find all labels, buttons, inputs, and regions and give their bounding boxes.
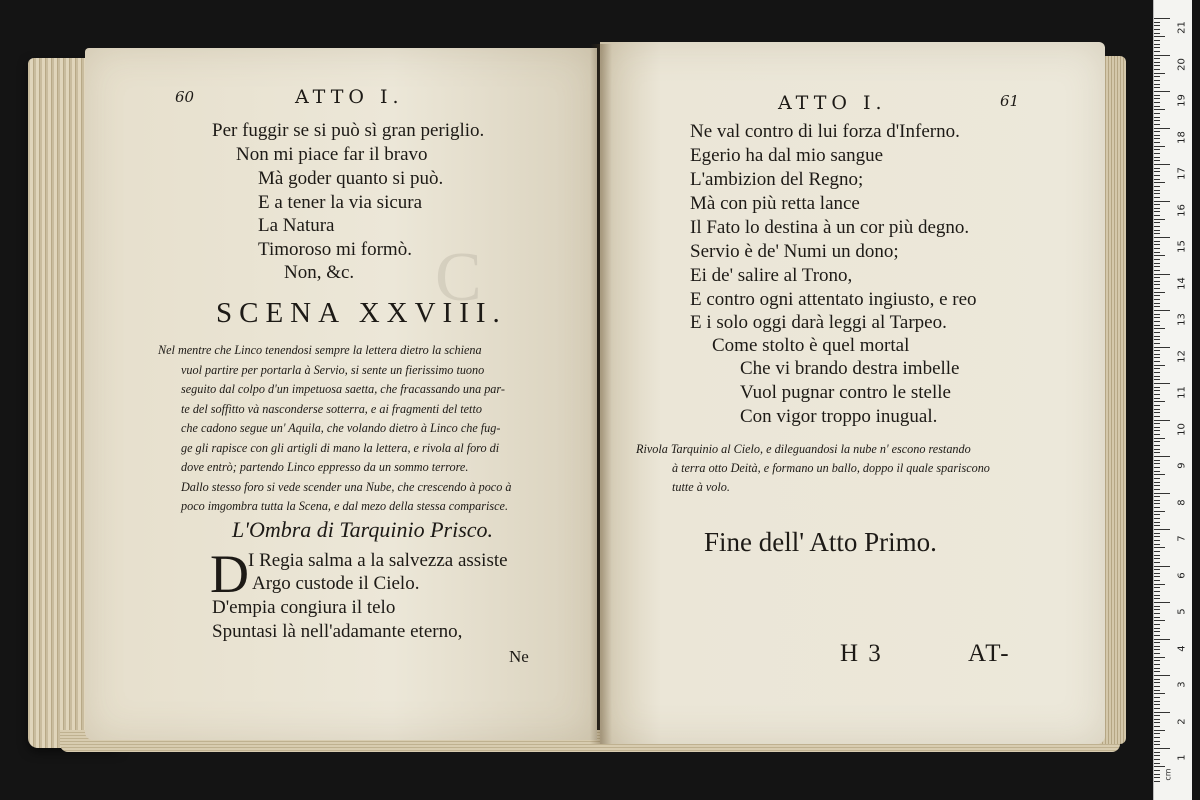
ruler-tick xyxy=(1154,781,1160,782)
ruler-tick xyxy=(1154,142,1160,143)
verse-line: Spuntasi là nell'adamante eterno, xyxy=(212,621,463,642)
ruler-tick xyxy=(1154,631,1160,632)
ruler-tick xyxy=(1154,350,1160,351)
ruler-tick xyxy=(1154,354,1160,355)
ruler-tick xyxy=(1154,281,1160,282)
ruler-number: 11 xyxy=(1176,386,1188,399)
ruler-tick xyxy=(1154,591,1160,592)
ruler-tick xyxy=(1154,635,1160,636)
ruler-tick xyxy=(1154,496,1160,497)
stage-direction-line: Nel mentre che Linco tenendosi sempre la lettera dietro la schiena xyxy=(158,343,482,357)
ruler-tick xyxy=(1154,507,1160,508)
ruler-tick xyxy=(1154,325,1160,326)
right-running-head: ATTO I. xyxy=(778,92,887,114)
ruler-tick xyxy=(1154,463,1160,464)
ruler-tick xyxy=(1154,668,1160,669)
book-gutter xyxy=(590,44,612,744)
ruler-tick xyxy=(1154,106,1160,107)
ruler-tick xyxy=(1154,124,1160,125)
ruler-tick xyxy=(1154,547,1165,548)
ruler-tick xyxy=(1154,317,1160,318)
ruler-number: 12 xyxy=(1176,349,1188,363)
ruler-tick xyxy=(1154,763,1160,764)
ruler-tick xyxy=(1154,65,1160,66)
ruler-tick xyxy=(1154,540,1160,541)
ruler-tick xyxy=(1154,441,1160,442)
ruler-tick xyxy=(1154,653,1160,654)
stage-direction-line: dove entrò; partendo Linco eppresso da un sommo terrore. xyxy=(181,460,469,474)
stage-direction-line: tutte à volo. xyxy=(672,480,730,494)
verse-line: Timoroso mi formò. xyxy=(258,239,412,260)
verse-line: Vuol pugnar contro le stelle xyxy=(740,382,951,403)
ruler-tick xyxy=(1154,452,1160,453)
ruler-tick xyxy=(1154,314,1160,315)
ruler-tick xyxy=(1154,733,1160,734)
ruler-tick xyxy=(1154,237,1170,238)
right-page-number: 61 xyxy=(1000,92,1020,110)
ruler-tick xyxy=(1154,438,1165,439)
ruler-tick xyxy=(1154,551,1160,552)
ruler-number: 14 xyxy=(1176,276,1188,290)
stage-direction-line: à terra otto Deità, e formano un ballo, doppo il quale spariscono xyxy=(672,461,990,475)
ruler-tick xyxy=(1154,36,1165,37)
stage-direction-line: Rivola Tarquinio al Cielo, e dileguandosi la nube n' escono restando xyxy=(636,442,971,456)
ruler-tick xyxy=(1154,671,1160,672)
ruler-tick xyxy=(1154,190,1160,191)
ruler-tick xyxy=(1154,580,1160,581)
ruler-tick xyxy=(1154,715,1160,716)
ruler-tick xyxy=(1154,339,1160,340)
ruler-tick xyxy=(1154,160,1160,161)
ruler-tick xyxy=(1154,620,1165,621)
ruler-tick xyxy=(1154,774,1160,775)
ruler-tick xyxy=(1154,730,1165,731)
ruler-tick xyxy=(1154,770,1160,771)
ruler-tick xyxy=(1154,628,1160,629)
ruler-tick xyxy=(1154,489,1160,490)
ruler-tick xyxy=(1154,660,1160,661)
ruler-tick xyxy=(1154,390,1160,391)
ruler-tick xyxy=(1154,649,1160,650)
ruler-number: 16 xyxy=(1176,203,1188,217)
ruler-tick xyxy=(1154,58,1160,59)
ruler-tick xyxy=(1154,741,1160,742)
verse-line: Ei de' salire al Trono, xyxy=(690,265,853,286)
ruler-tick xyxy=(1154,401,1165,402)
ruler-tick xyxy=(1154,361,1160,362)
ruler-tick xyxy=(1154,274,1170,275)
ruler-tick xyxy=(1154,25,1160,26)
ruler-number: 10 xyxy=(1176,422,1188,436)
ruler-tick xyxy=(1154,427,1160,428)
signature-mark: H 3 xyxy=(840,640,883,667)
left-running-head: ATTO I. xyxy=(295,86,404,108)
ruler-tick xyxy=(1154,149,1160,150)
ruler-tick xyxy=(1154,675,1170,676)
verse-line: Con vigor troppo inugual. xyxy=(740,406,938,427)
ruler-tick xyxy=(1154,299,1160,300)
ruler-tick xyxy=(1154,263,1160,264)
ruler-tick xyxy=(1154,737,1160,738)
ruler-tick xyxy=(1154,277,1160,278)
ruler-tick xyxy=(1154,566,1170,567)
ruler-tick xyxy=(1154,372,1160,373)
ruler-number: 21 xyxy=(1176,21,1188,34)
ruler-tick xyxy=(1154,135,1160,136)
ruler-tick xyxy=(1154,664,1160,665)
ruler-tick xyxy=(1154,394,1160,395)
ruler-tick xyxy=(1154,569,1160,570)
ruler-tick xyxy=(1154,197,1160,198)
ruler-tick xyxy=(1154,18,1170,19)
show-through: C xyxy=(435,239,482,316)
ruler-tick xyxy=(1154,576,1160,577)
ruler-tick xyxy=(1154,529,1170,530)
stage-direction-line: vuol partire per portarla à Servio, si sente un fierissimo tuono xyxy=(181,363,485,377)
ruler-tick xyxy=(1154,485,1160,486)
ruler-tick xyxy=(1154,755,1160,756)
right-catchword: AT- xyxy=(968,640,1011,667)
ruler-tick xyxy=(1154,306,1160,307)
ruler-number: 17 xyxy=(1176,167,1188,180)
ruler-tick xyxy=(1154,233,1160,234)
ruler-tick xyxy=(1154,230,1160,231)
ruler-tick xyxy=(1154,595,1160,596)
ruler-tick xyxy=(1154,518,1160,519)
ruler-tick xyxy=(1154,138,1160,139)
ruler-tick xyxy=(1154,208,1160,209)
ruler-tick xyxy=(1154,430,1160,431)
verse-line: E a tener la via sicura xyxy=(258,192,423,213)
ruler-tick xyxy=(1154,55,1170,56)
ruler-tick xyxy=(1154,22,1160,23)
ruler-tick xyxy=(1154,368,1160,369)
ruler-number: 9 xyxy=(1176,462,1188,469)
ruler-tick xyxy=(1154,310,1170,311)
ruler-tick xyxy=(1154,131,1160,132)
ruler-tick xyxy=(1154,697,1160,698)
ruler-tick xyxy=(1154,609,1160,610)
ruler-tick xyxy=(1154,690,1160,691)
ruler-tick xyxy=(1154,211,1160,212)
ruler-tick xyxy=(1154,642,1160,643)
verse-line: Argo custode il Cielo. xyxy=(252,573,420,594)
ruler-tick xyxy=(1154,321,1160,322)
ruler-tick xyxy=(1154,606,1160,607)
verse-line: Non mi piace far il bravo xyxy=(236,144,428,165)
ruler-tick xyxy=(1154,215,1160,216)
ruler-tick xyxy=(1154,536,1160,537)
ruler-tick xyxy=(1154,759,1160,760)
ruler-tick xyxy=(1154,164,1170,165)
ruler-tick xyxy=(1154,193,1160,194)
verse-line: Per fuggir se si può sì gran periglio. xyxy=(212,120,485,141)
ruler-tick xyxy=(1154,113,1160,114)
ruler-tick xyxy=(1154,533,1160,534)
ruler-tick xyxy=(1154,259,1160,260)
ruler-tick xyxy=(1154,752,1160,753)
ruler-tick xyxy=(1154,587,1160,588)
ruler-tick xyxy=(1154,109,1165,110)
ruler-tick xyxy=(1154,744,1160,745)
ruler-tick xyxy=(1154,222,1160,223)
ruler-tick xyxy=(1154,76,1160,77)
ruler-tick xyxy=(1154,482,1160,483)
verse-line: Non, &c. xyxy=(284,262,355,283)
stage-direction-line: poco imgombra tutta la Scena, e dal mezo della stessa comparisce. xyxy=(181,499,508,513)
ruler-tick xyxy=(1154,657,1165,658)
ruler-tick xyxy=(1154,646,1160,647)
ruler-tick xyxy=(1154,29,1160,30)
ruler-tick xyxy=(1154,416,1160,417)
ruler-tick xyxy=(1154,467,1160,468)
ruler-number: 6 xyxy=(1176,571,1188,579)
ruler-tick xyxy=(1154,544,1160,545)
ruler-tick xyxy=(1154,244,1160,245)
ruler-tick xyxy=(1154,288,1160,289)
ruler-tick xyxy=(1154,719,1160,720)
ruler-tick xyxy=(1154,387,1160,388)
stage-direction-line: Dallo stesso foro si vede scender una Nube, che crescendo à poco à xyxy=(181,480,512,494)
ruler-tick xyxy=(1154,295,1160,296)
verse-line: I Regia salma a la salvezza assiste xyxy=(248,550,508,571)
ruler-tick xyxy=(1154,284,1160,285)
ruler-tick xyxy=(1154,252,1160,253)
verse-line: La Natura xyxy=(258,215,335,236)
ruler-tick xyxy=(1154,766,1165,767)
ruler-tick xyxy=(1154,525,1160,526)
ruler-tick xyxy=(1154,379,1160,380)
stage-direction-line: che cadono segue un' Aquila, che volando dietro à Linco che fug- xyxy=(181,421,501,435)
ruler-tick xyxy=(1154,226,1160,227)
verse-line: L'ambizion del Regno; xyxy=(690,169,864,190)
ruler-tick xyxy=(1154,558,1160,559)
ruler-tick xyxy=(1154,493,1170,494)
ruler-tick xyxy=(1154,708,1160,709)
ruler-tick xyxy=(1154,128,1170,129)
ruler-tick xyxy=(1154,248,1160,249)
ruler-tick xyxy=(1154,409,1160,410)
ruler-tick xyxy=(1154,157,1160,158)
ruler-tick xyxy=(1154,449,1160,450)
ruler-tick xyxy=(1154,777,1160,778)
ruler-tick xyxy=(1154,478,1160,479)
ruler-tick xyxy=(1154,347,1170,348)
verse-line: E i solo oggi darà leggi al Tarpeo. xyxy=(690,312,947,333)
ruler-tick xyxy=(1154,471,1160,472)
ruler-tick xyxy=(1154,80,1160,81)
ruler-tick xyxy=(1154,405,1160,406)
ruler-unit-label: cm xyxy=(1163,768,1173,781)
ruler-number: 2 xyxy=(1176,717,1188,725)
ruler-tick xyxy=(1154,73,1165,74)
ruler-tick xyxy=(1154,617,1160,618)
ruler-tick xyxy=(1154,270,1160,271)
ruler-tick xyxy=(1154,701,1160,702)
ruler-tick xyxy=(1154,44,1160,45)
scene-heading: SCENA XXVIII. xyxy=(216,297,507,329)
ruler-tick xyxy=(1154,376,1160,377)
ruler-tick xyxy=(1154,343,1160,344)
ruler-tick xyxy=(1154,423,1160,424)
ruler-tick xyxy=(1154,598,1160,599)
ruler-tick xyxy=(1154,474,1165,475)
ruler-tick xyxy=(1154,146,1165,147)
drop-cap: D xyxy=(210,544,249,604)
ruler-tick xyxy=(1154,51,1160,52)
ruler-tick xyxy=(1154,168,1160,169)
ruler-tick xyxy=(1154,303,1160,304)
ruler-tick xyxy=(1154,33,1160,34)
verse-line: Che vi brando destra imbelle xyxy=(740,358,960,379)
ruler-tick xyxy=(1154,434,1160,435)
ruler-tick xyxy=(1154,117,1160,118)
verse-line: E contro ogni attentato ingiusto, e reo xyxy=(690,289,977,310)
ruler-tick xyxy=(1154,679,1160,680)
ruler-tick xyxy=(1154,171,1160,172)
ruler-tick xyxy=(1154,712,1170,713)
ruler-tick xyxy=(1154,639,1170,640)
verse-line: Mà goder quanto si può. xyxy=(258,168,444,189)
act-ending: Fine dell' Atto Primo. xyxy=(704,527,937,557)
ruler-tick xyxy=(1154,328,1165,329)
verse-line: Il Fato lo destina à un cor più degno. xyxy=(690,217,970,238)
stage-direction-line: ge gli rapisce con gli artigli di mano la lettera, e rivola al foro di xyxy=(181,441,500,455)
ruler-tick xyxy=(1154,69,1160,70)
verse-line: Egerio ha dal mio sangue xyxy=(690,145,884,166)
ruler-number: 15 xyxy=(1176,240,1188,253)
ruler-tick xyxy=(1154,693,1165,694)
ruler-tick xyxy=(1154,562,1160,563)
ruler-tick xyxy=(1154,398,1160,399)
ruler-number: 1 xyxy=(1176,754,1188,761)
ruler-number: 3 xyxy=(1176,681,1188,688)
ruler-tick xyxy=(1154,357,1160,358)
ruler-number: 8 xyxy=(1176,498,1188,506)
ruler-tick xyxy=(1154,153,1160,154)
ruler-number: 20 xyxy=(1176,57,1188,71)
ruler-tick xyxy=(1154,682,1160,683)
ruler-tick xyxy=(1154,332,1160,333)
ruler-tick xyxy=(1154,255,1165,256)
ruler-tick xyxy=(1154,175,1160,176)
ruler-number: 13 xyxy=(1176,313,1188,326)
ruler-tick xyxy=(1154,686,1160,687)
ruler-tick xyxy=(1154,292,1165,293)
ruler-tick xyxy=(1154,573,1160,574)
ruler-tick xyxy=(1154,102,1160,103)
stage-direction-line: te del soffitto và nasconderse sotterra, e ai fragmenti del tetto xyxy=(181,402,482,416)
verse-line: Come stolto è quel mortal xyxy=(712,335,910,356)
ruler-tick xyxy=(1154,613,1160,614)
ruler-number: 19 xyxy=(1176,94,1188,107)
verse-line: Servio è de' Numi un dono; xyxy=(690,241,899,262)
verse-line: D'empia congiura il telo xyxy=(212,597,396,618)
measuring-ruler xyxy=(1153,0,1192,800)
ruler-tick xyxy=(1154,201,1170,202)
ruler-tick xyxy=(1154,179,1160,180)
ruler-tick xyxy=(1154,624,1160,625)
ruler-tick xyxy=(1154,412,1160,413)
ruler-tick xyxy=(1154,336,1160,337)
ruler-tick xyxy=(1154,95,1160,96)
ruler-tick xyxy=(1154,87,1160,88)
ruler-tick xyxy=(1154,47,1160,48)
verse-line: Ne val contro di lui forza d'Inferno. xyxy=(690,121,960,142)
ruler-tick xyxy=(1154,182,1165,183)
ruler-tick xyxy=(1154,62,1160,63)
ruler-tick xyxy=(1154,445,1160,446)
ruler-tick xyxy=(1154,40,1160,41)
ruler-number: 18 xyxy=(1176,130,1188,144)
ruler-tick xyxy=(1154,204,1160,205)
ruler-tick xyxy=(1154,186,1160,187)
ruler-tick xyxy=(1154,456,1170,457)
ruler-tick xyxy=(1154,514,1160,515)
ruler-tick xyxy=(1154,722,1160,723)
left-catchword: Ne xyxy=(509,647,529,666)
ruler-tick xyxy=(1154,500,1160,501)
ruler-tick xyxy=(1154,420,1170,421)
ruler-tick xyxy=(1154,365,1165,366)
ruler-tick xyxy=(1154,726,1160,727)
ruler-number: 7 xyxy=(1176,535,1188,542)
stage-direction-line: seguito dal colpo d'un impetuosa saetta, che fracassando una par- xyxy=(181,382,505,396)
ruler-tick xyxy=(1154,91,1170,92)
verse-line: Mà con più retta lance xyxy=(690,193,860,214)
ruler-tick xyxy=(1154,584,1165,585)
ruler-tick xyxy=(1154,266,1160,267)
ruler-tick xyxy=(1154,503,1160,504)
ruler-number: 4 xyxy=(1176,644,1188,652)
ruler-tick xyxy=(1154,748,1170,749)
ruler-number: 5 xyxy=(1176,608,1188,615)
ruler-tick xyxy=(1154,241,1160,242)
ruler-tick xyxy=(1154,219,1165,220)
ruler-tick xyxy=(1154,98,1160,99)
speaker-name: L'Ombra di Tarquinio Prisco. xyxy=(232,517,494,542)
ruler-tick xyxy=(1154,511,1165,512)
ruler-tick xyxy=(1154,704,1160,705)
ruler-tick xyxy=(1154,460,1160,461)
ruler-tick xyxy=(1154,84,1160,85)
ruler-tick xyxy=(1154,602,1170,603)
left-page-number: 60 xyxy=(175,88,195,106)
ruler-tick xyxy=(1154,383,1170,384)
ruler-tick xyxy=(1154,555,1160,556)
ruler-tick xyxy=(1154,522,1160,523)
ruler-tick xyxy=(1154,120,1160,121)
